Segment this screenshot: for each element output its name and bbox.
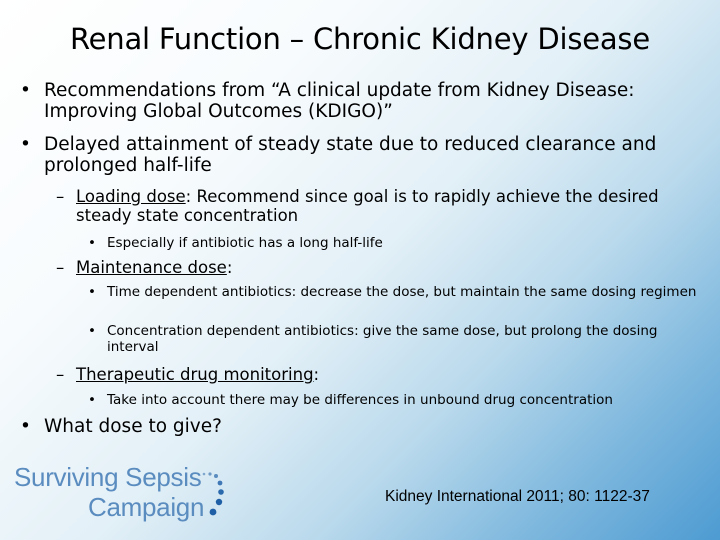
bullet-marker: • — [20, 80, 31, 101]
bullet-text: Concentration dependent antibiotics: give the same dose, but prolong the dosing interval — [107, 323, 658, 355]
sub-sub-bullet-long-half-life — [88, 235, 708, 251]
bullet-text: Delayed attainment of steady state due to reduced clearance and prolonged half-life — [44, 134, 657, 176]
bullet-text: Time dependent antibiotics: decrease the dose, but maintain the same dosing regimen — [107, 284, 697, 300]
logo-line2: Campaign — [88, 492, 205, 522]
bullet-marker: – — [56, 187, 65, 206]
bullet-what-dose — [20, 416, 710, 437]
bullet-text: What dose to give? — [44, 416, 222, 437]
bullet-marker: • — [20, 416, 31, 437]
loading-dose-text: : Recommend since goal is to rapidly achieve the desired steady state concentration — [76, 187, 659, 225]
bullet-marker: • — [88, 392, 96, 408]
sub-bullet-maintenance-dose — [56, 258, 696, 277]
bullet-text: Especially if antibiotic has a long half-life — [107, 235, 383, 251]
logo-dots-icon — [200, 466, 230, 522]
bullet-marker: – — [56, 365, 65, 384]
bullet-text: Recommendations from “A clinical update from Kidney Disease: Improving Global Outcomes (KDIGO)” — [44, 80, 635, 122]
maintenance-dose-text: : — [226, 258, 233, 277]
bullet-marker: • — [88, 284, 96, 300]
sub-sub-bullet-unbound-drug — [88, 392, 708, 408]
tdm-text: : — [313, 365, 320, 384]
citation: Kidney International 2011; 80: 1122-37 — [385, 488, 650, 505]
bullet-steady-state — [20, 134, 710, 176]
tdm-label: Therapeutic drug monitoring — [76, 365, 314, 384]
surviving-sepsis-campaign-logo — [14, 462, 234, 524]
bullet-marker: • — [20, 134, 31, 155]
bullet-kdigo — [20, 80, 710, 122]
sub-bullet-loading-dose — [56, 187, 696, 225]
bullet-text: Take into account there may be differences in unbound drug concentration — [107, 392, 613, 408]
bullet-marker: • — [88, 235, 96, 251]
sub-sub-bullet-time-dependent — [88, 284, 708, 300]
bullet-marker: – — [56, 258, 65, 277]
maintenance-dose-label: Maintenance dose — [76, 258, 227, 277]
sub-sub-bullet-concentration-dependent — [88, 323, 708, 355]
sub-bullet-tdm — [56, 365, 696, 384]
slide-title: Renal Function – Chronic Kidney Disease — [69, 22, 650, 56]
loading-dose-label: Loading dose — [76, 187, 186, 206]
bullet-marker: • — [88, 323, 96, 339]
logo-line1: Surviving Sepsis — [14, 462, 202, 492]
